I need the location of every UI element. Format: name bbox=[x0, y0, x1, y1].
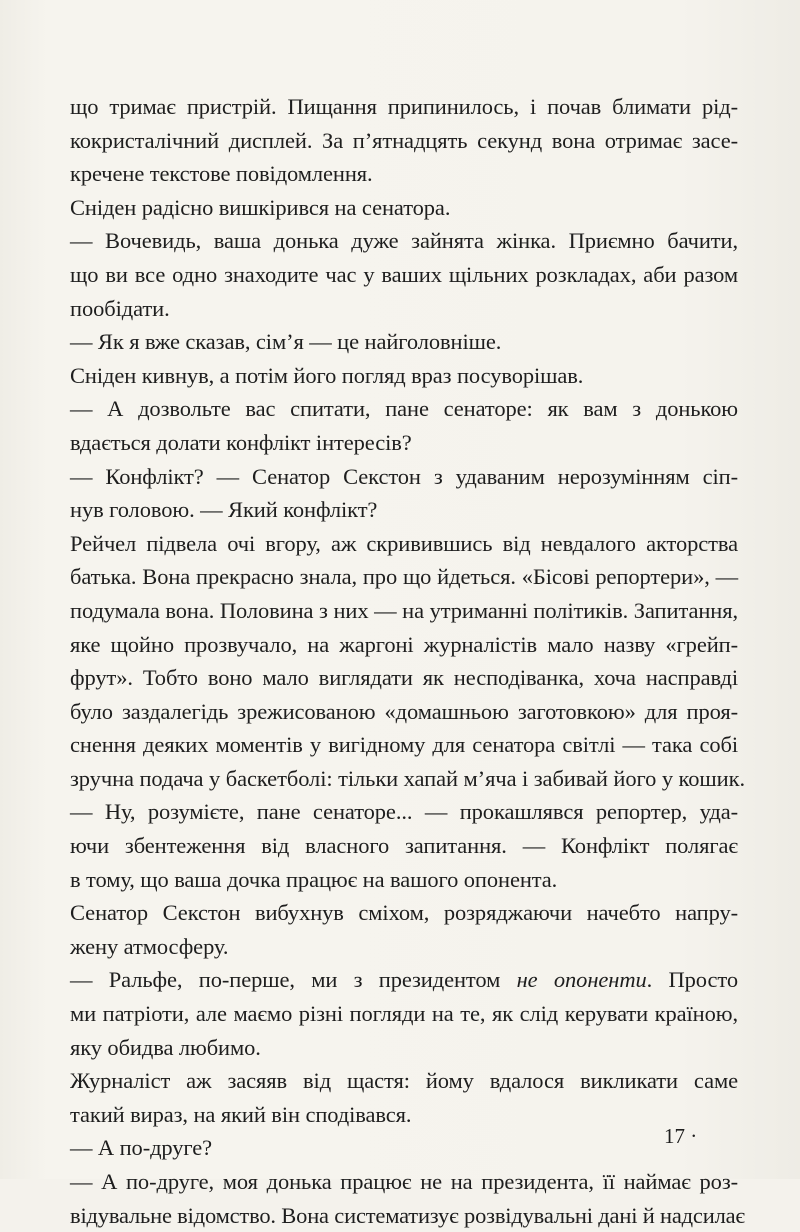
text-run: Журналіст аж засяяв від щастя: йому вдалося викликати саме bbox=[70, 1068, 738, 1094]
text-line bbox=[70, 930, 738, 964]
text-run: фрут». Тобто воно мало виглядати як несподіванка, хоча насправді bbox=[70, 665, 738, 691]
italic-text-run: не опоненти bbox=[516, 967, 647, 993]
text-line bbox=[70, 795, 738, 829]
text-line bbox=[70, 258, 738, 292]
text-run: зручна подача у баскетболі: тільки хапай м’яча і забивай його у кошик. bbox=[70, 765, 746, 791]
text-run: що ви все одно знаходите час у ваших щільних розкладах, аби разом bbox=[70, 261, 738, 287]
text-run: батька. Вона прекрасно знала, про що йдеться. «Бісові репортери», — bbox=[70, 564, 738, 590]
text-line bbox=[70, 1064, 738, 1098]
text-run: Сніден кивнув, а потім його погляд враз посуворішав. bbox=[70, 362, 584, 388]
text-run: відувальне відомство. Вона систематизує розвідувальні дані й надсилає bbox=[70, 1202, 745, 1228]
text-line bbox=[70, 90, 738, 124]
text-run: жену атмосферу. bbox=[70, 933, 229, 959]
text-run: — А по-друге, моя донька працює не на президента, її наймає роз- bbox=[70, 1169, 738, 1194]
text-line bbox=[70, 1165, 738, 1199]
text-run: було заздалегідь зрежисованою «домашньою заготовкою» для проя- bbox=[70, 698, 738, 724]
text-run: — Конфлікт? — Сенатор Секстон з удаваним нерозумінням сіп- bbox=[70, 463, 738, 489]
text-run: — Як я вже сказав, сім’я — це найголовніше. bbox=[70, 329, 502, 355]
text-line bbox=[70, 191, 738, 225]
text-run: яке щойно прозвучало, на жаргоні журналістів мало назву «грейп- bbox=[70, 631, 738, 657]
text-line bbox=[70, 325, 738, 359]
text-line bbox=[70, 359, 738, 393]
text-run: такий вираз, на який він сподівався. bbox=[70, 1101, 412, 1127]
text-run: ючи збентеження від власного запитання. — Конфлікт полягає bbox=[70, 833, 738, 859]
text-line bbox=[70, 392, 738, 426]
text-line bbox=[70, 728, 738, 762]
text-line bbox=[70, 997, 738, 1031]
text-line bbox=[70, 224, 738, 258]
text-line bbox=[70, 292, 738, 326]
text-line bbox=[70, 426, 738, 460]
text-line bbox=[70, 661, 738, 695]
text-line bbox=[70, 1031, 738, 1065]
text-line bbox=[70, 124, 738, 158]
text-line bbox=[70, 1131, 738, 1165]
text-run: — А дозвольте вас спитати, пане сенаторе: як вам з донькою bbox=[70, 396, 738, 422]
text-run: подумала вона. Половина з них — на утриманні політиків. Запитання, bbox=[70, 597, 738, 623]
text-run: — Ральфе, по-перше, ми з президентом bbox=[70, 967, 517, 993]
text-line bbox=[70, 762, 746, 796]
body-text bbox=[70, 90, 746, 1232]
text-run: Сніден радісно вишкірився на сенатора. bbox=[70, 194, 451, 220]
text-run: Сенатор Секстон вибухнув сміхом, розряджаючи начебто напру- bbox=[70, 900, 738, 926]
text-line bbox=[70, 695, 738, 729]
text-run: нув головою. — Який конфлікт? bbox=[70, 497, 378, 523]
text-run: — А по-друге? bbox=[70, 1135, 213, 1161]
text-run: кокристалічний дисплей. За п’ятнадцять секунд вона отримає засе- bbox=[70, 127, 738, 153]
text-run: снення деяких моментів у вигідному для сенатора світлі — така собі bbox=[70, 732, 738, 758]
text-run: — Ну, розумієте, пане сенаторе... — прокашлявся репортер, уда- bbox=[70, 799, 738, 825]
text-line bbox=[70, 863, 738, 897]
text-run: в тому, що ваша дочка працює на вашого опонента. bbox=[70, 866, 558, 892]
text-run: . Просто bbox=[646, 967, 738, 993]
text-run: Рейчел підвела очі вгору, аж скривившись від невдалого акторства bbox=[70, 530, 738, 556]
text-line bbox=[70, 1098, 738, 1132]
text-run: вдається долати конфлікт інтересів? bbox=[70, 429, 412, 455]
text-line bbox=[70, 493, 738, 527]
text-run: пообідати. bbox=[70, 295, 170, 321]
text-line bbox=[70, 1199, 745, 1232]
text-run: кречене текстове повідомлення. bbox=[70, 161, 373, 187]
text-run: ми патріоти, але маємо різні погляди на те, як слід керувати країною, bbox=[70, 1001, 738, 1027]
text-line bbox=[70, 527, 738, 561]
text-line bbox=[70, 628, 738, 662]
text-run: що тримає пристрій. Пищання припинилось, і почав блимати рід- bbox=[70, 94, 738, 119]
text-line bbox=[70, 594, 738, 628]
text-line bbox=[70, 460, 738, 494]
text-line bbox=[70, 829, 738, 863]
page-number: 17 · bbox=[664, 1124, 698, 1148]
text-line bbox=[70, 560, 738, 594]
text-line bbox=[70, 157, 738, 191]
text-line bbox=[70, 963, 738, 997]
text-run: — Вочевидь, ваша донька дуже зайнята жінка. Приємно бачити, bbox=[70, 228, 738, 254]
text-run: яку обидва любимо. bbox=[70, 1034, 261, 1060]
text-line bbox=[70, 896, 738, 930]
